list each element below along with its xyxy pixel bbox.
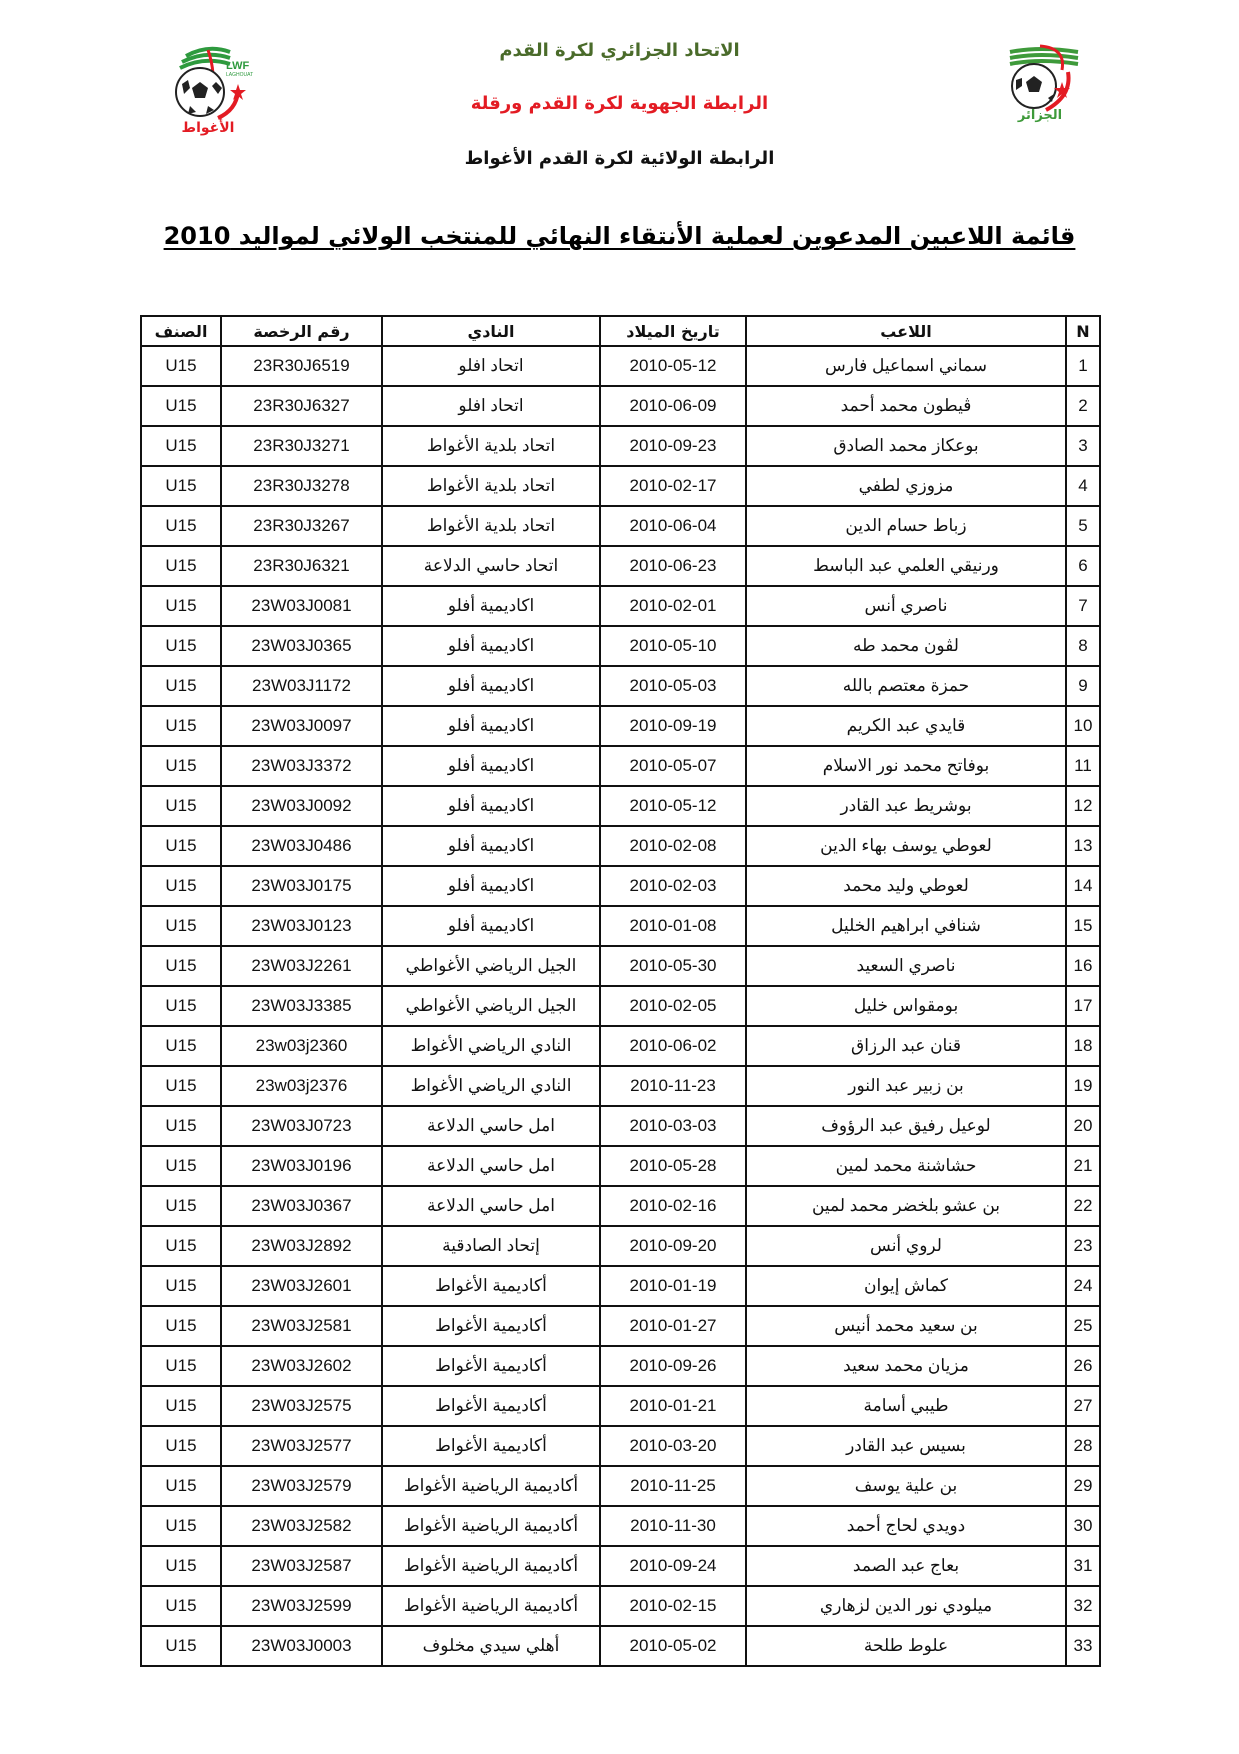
category-cell: U15 bbox=[141, 1266, 221, 1306]
license-number-cell: 23W03J3385 bbox=[221, 986, 382, 1026]
birth-date-cell: 2010-06-23 bbox=[600, 546, 746, 586]
table-header-row bbox=[141, 316, 1100, 346]
category-cell: U15 bbox=[141, 546, 221, 586]
birth-date-cell: 2010-01-27 bbox=[600, 1306, 746, 1346]
club-name-cell: أكاديمية الرياضية الأغواط bbox=[382, 1466, 600, 1506]
row-number-cell: 16 bbox=[1066, 946, 1100, 986]
player-name-cell: ڨيطون محمد أحمد bbox=[746, 386, 1066, 426]
table-row bbox=[141, 866, 1100, 906]
player-name-cell: سماني اسماعيل فارس bbox=[746, 346, 1066, 386]
license-number-cell: 23W03J3372 bbox=[221, 746, 382, 786]
license-number-cell: 23W03J2582 bbox=[221, 1506, 382, 1546]
player-name-cell: بوفاتح محمد نور الاسلام bbox=[746, 746, 1066, 786]
federation-heading: الاتحاد الجزائري لكرة القدم bbox=[499, 40, 740, 61]
club-name-cell: اتحاد بلدية الأغواط bbox=[382, 466, 600, 506]
row-number-cell: 25 bbox=[1066, 1306, 1100, 1346]
row-number-cell: 14 bbox=[1066, 866, 1100, 906]
row-number-cell: 23 bbox=[1066, 1226, 1100, 1266]
club-name-cell: اتحاد بلدية الأغواط bbox=[382, 506, 600, 546]
club-name-cell: أكاديمية الرياضية الأغواط bbox=[382, 1506, 600, 1546]
category-cell: U15 bbox=[141, 1306, 221, 1346]
birth-date-cell: 2010-09-24 bbox=[600, 1546, 746, 1586]
player-name-cell: بوشريط عبد القادر bbox=[746, 786, 1066, 826]
club-name-cell: اتحاد افلو bbox=[382, 346, 600, 386]
license-number-cell: 23W03J0092 bbox=[221, 786, 382, 826]
row-number-cell: 24 bbox=[1066, 1266, 1100, 1306]
col-header-club: النادي bbox=[382, 316, 600, 346]
row-number-cell: 31 bbox=[1066, 1546, 1100, 1586]
table-row bbox=[141, 1466, 1100, 1506]
col-header-dob: تاريخ الميلاد bbox=[600, 316, 746, 346]
player-name-cell: لڨون محمد طه bbox=[746, 626, 1066, 666]
club-name-cell: الجيل الرياضي الأغواطي bbox=[382, 946, 600, 986]
category-cell: U15 bbox=[141, 466, 221, 506]
club-name-cell: أكاديمية الأغواط bbox=[382, 1266, 600, 1306]
row-number-cell: 20 bbox=[1066, 1106, 1100, 1146]
table-row bbox=[141, 1226, 1100, 1266]
birth-date-cell: 2010-06-02 bbox=[600, 1026, 746, 1066]
row-number-cell: 19 bbox=[1066, 1066, 1100, 1106]
table-row bbox=[141, 506, 1100, 546]
birth-date-cell: 2010-09-20 bbox=[600, 1226, 746, 1266]
category-cell: U15 bbox=[141, 1106, 221, 1146]
birth-date-cell: 2010-05-30 bbox=[600, 946, 746, 986]
birth-date-cell: 2010-03-20 bbox=[600, 1426, 746, 1466]
row-number-cell: 32 bbox=[1066, 1586, 1100, 1626]
table-row bbox=[141, 1426, 1100, 1466]
category-cell: U15 bbox=[141, 426, 221, 466]
license-number-cell: 23W03J2575 bbox=[221, 1386, 382, 1426]
birth-date-cell: 2010-06-09 bbox=[600, 386, 746, 426]
license-number-cell: 23W03J0367 bbox=[221, 1186, 382, 1226]
birth-date-cell: 2010-05-12 bbox=[600, 786, 746, 826]
row-number-cell: 12 bbox=[1066, 786, 1100, 826]
table-row bbox=[141, 1506, 1100, 1546]
player-name-cell: ناصري أنس bbox=[746, 586, 1066, 626]
category-cell: U15 bbox=[141, 666, 221, 706]
lwf-badge: LWF bbox=[226, 60, 250, 72]
category-cell: U15 bbox=[141, 946, 221, 986]
category-cell: U15 bbox=[141, 1546, 221, 1586]
license-number-cell: 23W03J0486 bbox=[221, 826, 382, 866]
left-logo-caption: الأغواط bbox=[181, 120, 235, 136]
player-name-cell: كماش إيوان bbox=[746, 1266, 1066, 1306]
club-name-cell: اكاديمية أفلو bbox=[382, 866, 600, 906]
birth-date-cell: 2010-05-10 bbox=[600, 626, 746, 666]
player-name-cell: لعوطي وليد محمد bbox=[746, 866, 1066, 906]
club-name-cell: إتحاد الصادقية bbox=[382, 1226, 600, 1266]
license-number-cell: 23W03J2579 bbox=[221, 1466, 382, 1506]
license-number-cell: 23W03J0081 bbox=[221, 586, 382, 626]
birth-date-cell: 2010-01-08 bbox=[600, 906, 746, 946]
row-number-cell: 8 bbox=[1066, 626, 1100, 666]
table-row bbox=[141, 466, 1100, 506]
club-name-cell: امل حاسي الدلاعة bbox=[382, 1106, 600, 1146]
col-header-category: الصنف bbox=[141, 316, 221, 346]
row-number-cell: 15 bbox=[1066, 906, 1100, 946]
wilaya-league-heading: الرابطة الولائية لكرة القدم الأغواط bbox=[464, 148, 775, 169]
document-title-text: قائمة اللاعبين المدعوين لعملية الأنتقاء النهائي للمنتخب الولائي لمواليد 2010 bbox=[163, 222, 1076, 250]
birth-date-cell: 2010-02-15 bbox=[600, 1586, 746, 1626]
license-number-cell: 23W03J2599 bbox=[221, 1586, 382, 1626]
player-name-cell: بومقواس خليل bbox=[746, 986, 1066, 1026]
club-name-cell: النادي الرياضي الأغواط bbox=[382, 1066, 600, 1106]
club-name-cell: أكاديمية الأغواط bbox=[382, 1346, 600, 1386]
row-number-cell: 17 bbox=[1066, 986, 1100, 1026]
birth-date-cell: 2010-06-04 bbox=[600, 506, 746, 546]
table-row bbox=[141, 546, 1100, 586]
club-name-cell: الجيل الرياضي الأغواطي bbox=[382, 986, 600, 1026]
player-name-cell: قايدي عبد الكريم bbox=[746, 706, 1066, 746]
license-number-cell: 23R30J3278 bbox=[221, 466, 382, 506]
birth-date-cell: 2010-03-03 bbox=[600, 1106, 746, 1146]
club-name-cell: أكاديمية الرياضية الأغواط bbox=[382, 1586, 600, 1626]
club-name-cell: اكاديمية أفلو bbox=[382, 906, 600, 946]
birth-date-cell: 2010-02-16 bbox=[600, 1186, 746, 1226]
birth-date-cell: 2010-09-23 bbox=[600, 426, 746, 466]
table-body bbox=[141, 346, 1100, 1666]
license-number-cell: 23R30J6321 bbox=[221, 546, 382, 586]
table-row bbox=[141, 746, 1100, 786]
category-cell: U15 bbox=[141, 866, 221, 906]
birth-date-cell: 2010-05-12 bbox=[600, 346, 746, 386]
table-row bbox=[141, 1586, 1100, 1626]
club-name-cell: أكاديمية الأغواط bbox=[382, 1426, 600, 1466]
category-cell: U15 bbox=[141, 386, 221, 426]
player-name-cell: بوعكاز محمد الصادق bbox=[746, 426, 1066, 466]
col-header-n: N bbox=[1066, 316, 1100, 346]
license-number-cell: 23W03J2892 bbox=[221, 1226, 382, 1266]
table-row bbox=[141, 626, 1100, 666]
player-name-cell: بعاج عبد الصمد bbox=[746, 1546, 1066, 1586]
license-number-cell: 23R30J3267 bbox=[221, 506, 382, 546]
category-cell: U15 bbox=[141, 586, 221, 626]
category-cell: U15 bbox=[141, 506, 221, 546]
table-row bbox=[141, 1146, 1100, 1186]
player-name-cell: شنافي ابراهيم الخليل bbox=[746, 906, 1066, 946]
license-number-cell: 23R30J6327 bbox=[221, 386, 382, 426]
player-name-cell: طيبي أسامة bbox=[746, 1386, 1066, 1426]
row-number-cell: 21 bbox=[1066, 1146, 1100, 1186]
category-cell: U15 bbox=[141, 1386, 221, 1426]
table-row bbox=[141, 1626, 1100, 1666]
birth-date-cell: 2010-11-23 bbox=[600, 1066, 746, 1106]
license-number-cell: 23W03J2587 bbox=[221, 1546, 382, 1586]
category-cell: U15 bbox=[141, 746, 221, 786]
table-row bbox=[141, 1186, 1100, 1226]
birth-date-cell: 2010-05-02 bbox=[600, 1626, 746, 1666]
table-row bbox=[141, 946, 1100, 986]
club-name-cell: أكاديمية الأغواط bbox=[382, 1306, 600, 1346]
player-name-cell: بسيس عبد القادر bbox=[746, 1426, 1066, 1466]
category-cell: U15 bbox=[141, 786, 221, 826]
player-name-cell: مزوزي لطفي bbox=[746, 466, 1066, 506]
player-name-cell: لروي أنس bbox=[746, 1226, 1066, 1266]
birth-date-cell: 2010-09-19 bbox=[600, 706, 746, 746]
birth-date-cell: 2010-02-05 bbox=[600, 986, 746, 1026]
row-number-cell: 9 bbox=[1066, 666, 1100, 706]
license-number-cell: 23W03J0723 bbox=[221, 1106, 382, 1146]
player-name-cell: علوط طلحة bbox=[746, 1626, 1066, 1666]
player-name-cell: لعوطي يوسف بهاء الدين bbox=[746, 826, 1066, 866]
club-name-cell: اكاديمية أفلو bbox=[382, 746, 600, 786]
player-name-cell: مزيان محمد سعيد bbox=[746, 1346, 1066, 1386]
club-name-cell: امل حاسي الدلاعة bbox=[382, 1146, 600, 1186]
club-name-cell: اكاديمية أفلو bbox=[382, 706, 600, 746]
category-cell: U15 bbox=[141, 986, 221, 1026]
table-row bbox=[141, 1106, 1100, 1146]
players-table bbox=[140, 315, 1101, 1667]
document-title bbox=[0, 222, 1239, 250]
license-number-cell: 23W03J2261 bbox=[221, 946, 382, 986]
birth-date-cell: 2010-01-19 bbox=[600, 1266, 746, 1306]
license-number-cell: 23w03j2360 bbox=[221, 1026, 382, 1066]
club-name-cell: أكاديمية الأغواط bbox=[382, 1386, 600, 1426]
birth-date-cell: 2010-05-03 bbox=[600, 666, 746, 706]
birth-date-cell: 2010-02-03 bbox=[600, 866, 746, 906]
club-name-cell: اكاديمية أفلو bbox=[382, 626, 600, 666]
club-name-cell: اتحاد بلدية الأغواط bbox=[382, 426, 600, 466]
table-row bbox=[141, 906, 1100, 946]
row-number-cell: 29 bbox=[1066, 1466, 1100, 1506]
birth-date-cell: 2010-02-17 bbox=[600, 466, 746, 506]
row-number-cell: 4 bbox=[1066, 466, 1100, 506]
birth-date-cell: 2010-09-26 bbox=[600, 1346, 746, 1386]
license-number-cell: 23W03J2577 bbox=[221, 1426, 382, 1466]
row-number-cell: 2 bbox=[1066, 386, 1100, 426]
row-number-cell: 13 bbox=[1066, 826, 1100, 866]
player-name-cell: ميلودي نور الدين لزهاري bbox=[746, 1586, 1066, 1626]
row-number-cell: 26 bbox=[1066, 1346, 1100, 1386]
club-name-cell: اكاديمية أفلو bbox=[382, 786, 600, 826]
table-row bbox=[141, 706, 1100, 746]
category-cell: U15 bbox=[141, 1506, 221, 1546]
license-number-cell: 23W03J0365 bbox=[221, 626, 382, 666]
row-number-cell: 33 bbox=[1066, 1626, 1100, 1666]
table-row bbox=[141, 1546, 1100, 1586]
row-number-cell: 3 bbox=[1066, 426, 1100, 466]
row-number-cell: 11 bbox=[1066, 746, 1100, 786]
license-number-cell: 23R30J3271 bbox=[221, 426, 382, 466]
player-name-cell: زباط حسام الدين bbox=[746, 506, 1066, 546]
license-number-cell: 23W03J0175 bbox=[221, 866, 382, 906]
table-row bbox=[141, 1266, 1100, 1306]
player-name-cell: ناصري السعيد bbox=[746, 946, 1066, 986]
birth-date-cell: 2010-11-30 bbox=[600, 1506, 746, 1546]
row-number-cell: 5 bbox=[1066, 506, 1100, 546]
table-row bbox=[141, 586, 1100, 626]
row-number-cell: 30 bbox=[1066, 1506, 1100, 1546]
row-number-cell: 1 bbox=[1066, 346, 1100, 386]
table-row bbox=[141, 1026, 1100, 1066]
table-row bbox=[141, 1306, 1100, 1346]
player-name-cell: بن زبير عبد النور bbox=[746, 1066, 1066, 1106]
table-row bbox=[141, 666, 1100, 706]
club-name-cell: اتحاد حاسي الدلاعة bbox=[382, 546, 600, 586]
table-row bbox=[141, 426, 1100, 466]
birth-date-cell: 2010-05-28 bbox=[600, 1146, 746, 1186]
col-header-license: رقم الرخصة bbox=[221, 316, 382, 346]
player-name-cell: لوعيل رفيق عبد الرؤوف bbox=[746, 1106, 1066, 1146]
license-number-cell: 23W03J0123 bbox=[221, 906, 382, 946]
player-name-cell: قنان عبد الرزاق bbox=[746, 1026, 1066, 1066]
category-cell: U15 bbox=[141, 1626, 221, 1666]
club-name-cell: اكاديمية أفلو bbox=[382, 826, 600, 866]
license-number-cell: 23W03J0097 bbox=[221, 706, 382, 746]
club-name-cell: امل حاسي الدلاعة bbox=[382, 1186, 600, 1226]
club-name-cell: أهلي سيدي مخلوف bbox=[382, 1626, 600, 1666]
license-number-cell: 23W03J0196 bbox=[221, 1146, 382, 1186]
birth-date-cell: 2010-05-07 bbox=[600, 746, 746, 786]
category-cell: U15 bbox=[141, 1426, 221, 1466]
player-name-cell: بن علية يوسف bbox=[746, 1466, 1066, 1506]
birth-date-cell: 2010-01-21 bbox=[600, 1386, 746, 1426]
club-name-cell: اكاديمية أفلو bbox=[382, 586, 600, 626]
category-cell: U15 bbox=[141, 346, 221, 386]
category-cell: U15 bbox=[141, 1226, 221, 1266]
table-row bbox=[141, 1346, 1100, 1386]
col-header-player: اللاعب bbox=[746, 316, 1066, 346]
license-number-cell: 23R30J6519 bbox=[221, 346, 382, 386]
birth-date-cell: 2010-02-08 bbox=[600, 826, 746, 866]
row-number-cell: 22 bbox=[1066, 1186, 1100, 1226]
license-number-cell: 23W03J1172 bbox=[221, 666, 382, 706]
category-cell: U15 bbox=[141, 826, 221, 866]
row-number-cell: 10 bbox=[1066, 706, 1100, 746]
license-number-cell: 23W03J2601 bbox=[221, 1266, 382, 1306]
player-name-cell: ورنيقي العلمي عبد الباسط bbox=[746, 546, 1066, 586]
birth-date-cell: 2010-11-25 bbox=[600, 1466, 746, 1506]
table-row bbox=[141, 1066, 1100, 1106]
category-cell: U15 bbox=[141, 1466, 221, 1506]
row-number-cell: 28 bbox=[1066, 1426, 1100, 1466]
category-cell: U15 bbox=[141, 1346, 221, 1386]
table-row bbox=[141, 786, 1100, 826]
category-cell: U15 bbox=[141, 1186, 221, 1226]
row-number-cell: 7 bbox=[1066, 586, 1100, 626]
category-cell: U15 bbox=[141, 906, 221, 946]
table-row bbox=[141, 986, 1100, 1026]
category-cell: U15 bbox=[141, 1026, 221, 1066]
right-logo-caption: الجزائر bbox=[1017, 108, 1063, 123]
table-row bbox=[141, 826, 1100, 866]
club-name-cell: النادي الرياضي الأغواط bbox=[382, 1026, 600, 1066]
club-name-cell: أكاديمية الرياضية الأغواط bbox=[382, 1546, 600, 1586]
player-name-cell: حشاشنة محمد لمين bbox=[746, 1146, 1066, 1186]
birth-date-cell: 2010-02-01 bbox=[600, 586, 746, 626]
laghouat-sub: LAGHOUAT bbox=[226, 72, 254, 78]
category-cell: U15 bbox=[141, 626, 221, 666]
regional-league-heading: الرابطة الجهوية لكرة القدم ورقلة bbox=[470, 93, 769, 114]
player-name-cell: دويدي لحاج أحمد bbox=[746, 1506, 1066, 1546]
club-name-cell: اكاديمية أفلو bbox=[382, 666, 600, 706]
license-number-cell: 23W03J2581 bbox=[221, 1306, 382, 1346]
row-number-cell: 27 bbox=[1066, 1386, 1100, 1426]
table-row bbox=[141, 1386, 1100, 1426]
category-cell: U15 bbox=[141, 1146, 221, 1186]
row-number-cell: 18 bbox=[1066, 1026, 1100, 1066]
category-cell: U15 bbox=[141, 1586, 221, 1626]
license-number-cell: 23w03j2376 bbox=[221, 1066, 382, 1106]
row-number-cell: 6 bbox=[1066, 546, 1100, 586]
category-cell: U15 bbox=[141, 706, 221, 746]
player-name-cell: بن عشو بلخضر محمد لمين bbox=[746, 1186, 1066, 1226]
club-name-cell: اتحاد افلو bbox=[382, 386, 600, 426]
table-row bbox=[141, 346, 1100, 386]
player-name-cell: بن سعيد محمد أنيس bbox=[746, 1306, 1066, 1346]
category-cell: U15 bbox=[141, 1066, 221, 1106]
player-name-cell: حمزة معتصم بالله bbox=[746, 666, 1066, 706]
license-number-cell: 23W03J2602 bbox=[221, 1346, 382, 1386]
table-row bbox=[141, 386, 1100, 426]
license-number-cell: 23W03J0003 bbox=[221, 1626, 382, 1666]
